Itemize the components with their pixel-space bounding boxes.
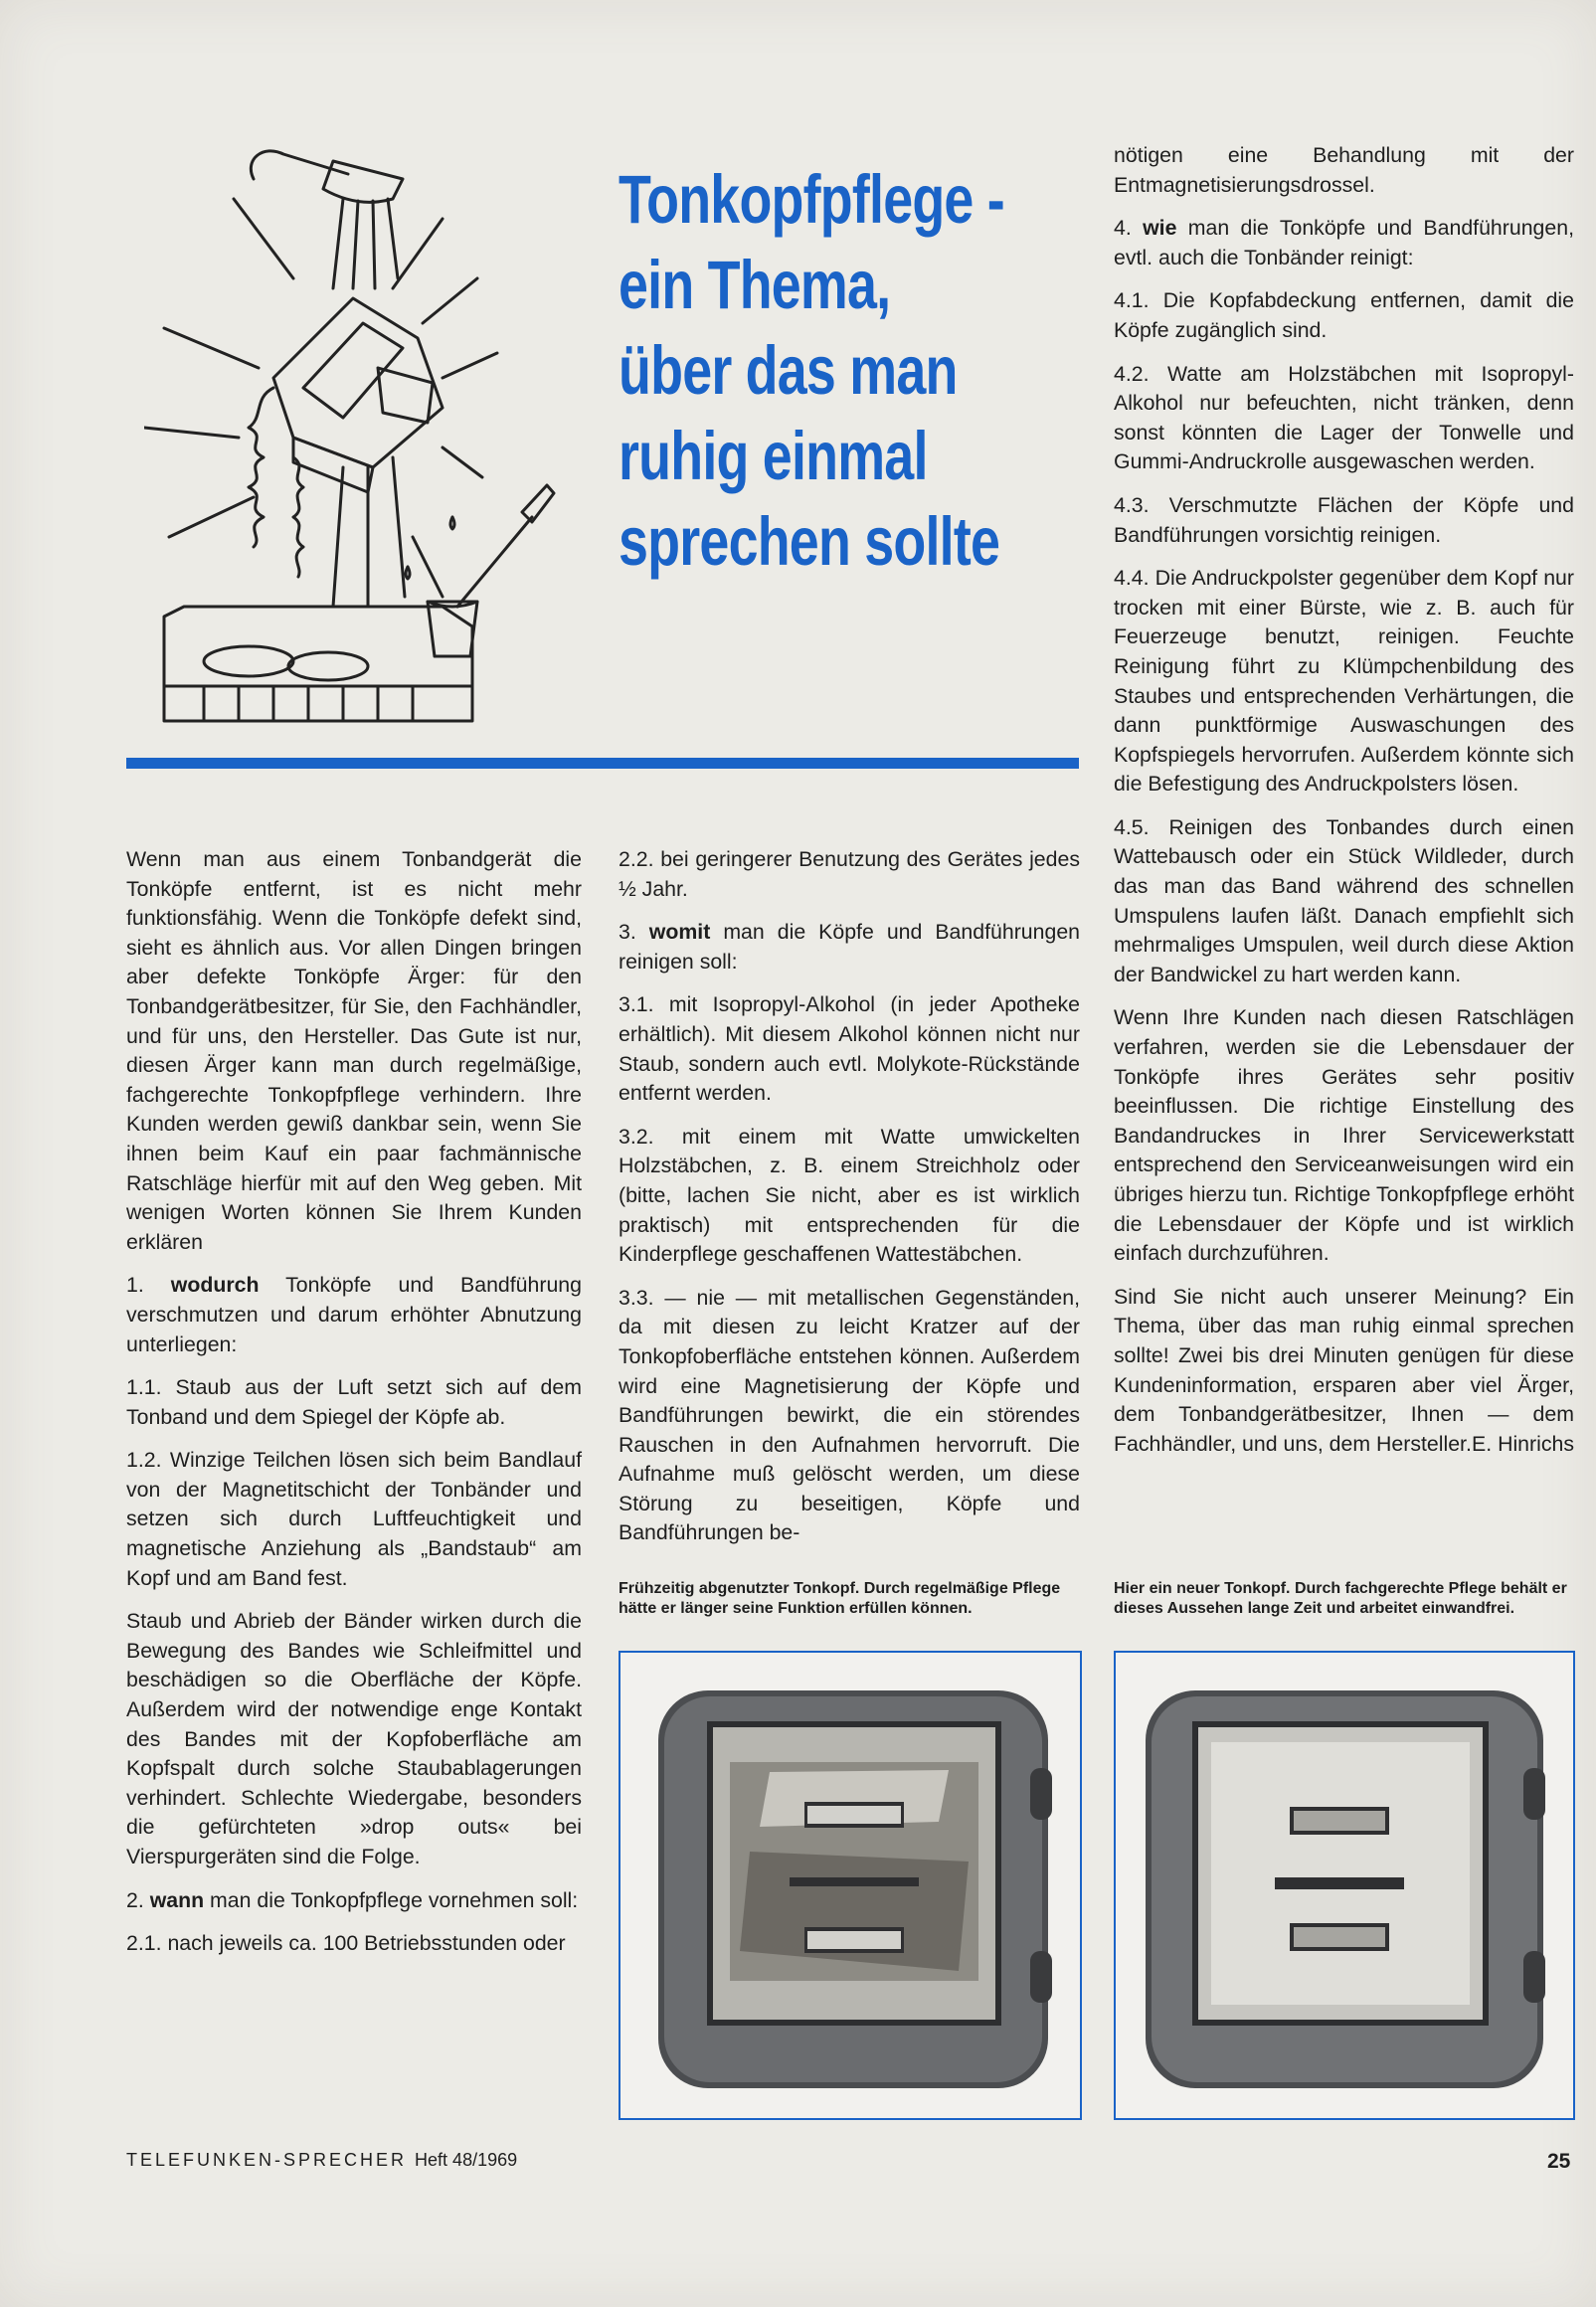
paragraph: 3.3. — nie — mit metallischen Gegenständen, da mit diesen zu leicht Kratzer auf der Tonkopfoberfläche entstehen können. Außerdem wird eine Magnetisierung der Köpfe und Bandführungen bewirkt, die ein störendes Rauschen in den Aufnahmen hervorruft. Die Aufnahme muß gelöscht werden, um diese Störung zu beseitigen, Köpfe und Bandführungen be-: [619, 1285, 1080, 1545]
publication-name: TELEFUNKEN-SPRECHER: [126, 2150, 408, 2170]
numbered-heading: [619, 918, 1080, 976]
paragraph: Wenn man aus einem Tonbandgerät die Tonköpfe entfernt, ist es nicht mehr funktionsfähig. Wenn die Tonköpfe defekt sind, sieht es ähnlich aus. Vor allen Dingen bringen aber defekte Tonköpfe Ärger: für den Tonbandgerätbesitzer, für Sie, den Fachhändler, und für uns, den Hersteller. Das Gute ist nur, diesen Ärger kann man durch regelmäßige, fachgerechte Tonkopfpflege verhindern. Ihre Kunden werden gewiß dankbar sein, wenn Sie ihnen beim Kauf ein paar fachmännische Ratschläge hierfür mit auf den Weg geben. Mit wenigen Worten können Sie Ihrem Kunden erklären: [126, 847, 582, 1254]
photo-caption-new-head: Hier ein neuer Tonkopf. Durch fachgerechte Pflege behält er dieses Aussehen lange Zeit und arbeitet einwandfrei.: [1114, 1580, 1567, 1617]
photo-worn-tape-head: [619, 1651, 1082, 2120]
worn-tape-head-image: [621, 1653, 1080, 2118]
paragraph: 4.1. Die Kopfabdeckung entfernen, damit die Köpfe zugänglich sind.: [1114, 288, 1574, 342]
paragraph: 1.1. Staub aus der Luft setzt sich auf dem Tonband und dem Spiegel der Köpfe ab.: [126, 1375, 582, 1429]
heading-text: Tonköpfe und Bandführung verschmutzen und darum erhöhter Abnutzung unterliegen:: [126, 1273, 582, 1356]
issue-number: Heft 48/1969: [415, 2150, 518, 2170]
paragraph: 4.5. Reinigen des Tonbandes durch einen Wattebausch oder ein Stück Wildleder, durch das man das Band während des schnellen Umspulens laufen läßt. Danach empfiehlt sich mehrmaliges Umspulen, weil durch diese Aktion der Bandwickel zu hart werden kann.: [1114, 814, 1574, 986]
paragraph: Wenn Ihre Kunden nach diesen Ratschlägen verfahren, werden sie die Lebensdauer der Tonköpfe ihres Gerätes sehr positiv beeinflussen. Die richtige Einstellung des Bandandruckes in Ihrer Servicewerkstatt entsprechend den Serviceanweisungen wird ein übriges hierzu tun. Richtige Tonkopfpflege erhöht die Lebensdauer der Köpfe und ist wirklich einfach durchzuführen.: [1114, 1005, 1574, 1266]
text-column-3: [1114, 141, 1574, 1473]
closing-text: Sind Sie nicht auch unserer Meinung? Ein Thema, über das man ruhig einmal sprechen sollte! Zwei bis drei Minuten genügen für diese Kundeninformation, ersparen aber viel Ärger, dem Tonbandgerätbesitzer, Ihnen — dem Fachhändler, und uns, dem Hersteller.: [1114, 1284, 1574, 1456]
paragraph: 4.4. Die Andruckpolster gegenüber dem Kopf nur trocken mit einer Bürste, wie z. B. auch für Feuerzeuge benutzt, reinigen. Feuchte Reinigung führt zu Klümpchenbildung des Staubes und entsprechenden Verhärtungen, die dann punktförmige Auswaschungen des Kopfspiegels hervorrufen. Außerdem könnte sich die Befestigung des Andruckpolsters lösen.: [1114, 566, 1574, 797]
photo-caption-worn-head: Frühzeitig abgenutzter Tonkopf. Durch regelmäßige Pflege hätte er länger seine Funktion erfüllen können.: [619, 1580, 1061, 1617]
headline-line: sprechen sollte: [619, 503, 1000, 580]
paragraph: 4.2. Watte am Holzstäbchen mit Isopropyl-Alkohol nur befeuchten, nicht tränken, denn sonst könnten die Lager der Tonwelle und Gummi-Andruckrolle ausgewaschen werden.: [1114, 361, 1574, 474]
paragraph: Staub und Abrieb der Bänder wirken durch die Bewegung des Bandes wie Schleifmittel und beschädigen so die Oberfläche der Köpfe. Außerdem wird der notwendige enge Kontakt des Bandes mit der Kopfoberfläche am Kopfspalt durch solche Staubablagerungen verhindert. Schlechte Wiedergabe, besonders die gefürchteten »drop outs« bei Vierspurgeräten sind die Folge.: [126, 1609, 582, 1868]
item-number: 2.: [126, 1887, 144, 1912]
item-number: 4.: [1114, 216, 1132, 241]
heading-text: man die Tonkopfpflege vornehmen soll:: [204, 1887, 579, 1912]
numbered-heading: [126, 1271, 582, 1359]
page-number: 25: [1547, 2150, 1571, 2173]
paragraph: 2.1. nach jeweils ca. 100 Betriebsstunden oder: [126, 1931, 566, 1956]
item-number: 3.: [619, 920, 636, 945]
paragraph: nötigen eine Behandlung mit der Entmagnetisierungsdrossel.: [1114, 143, 1574, 197]
lead-word: wie: [1143, 216, 1177, 241]
numbered-heading: [126, 1886, 582, 1916]
new-tape-head-image: [1116, 1653, 1573, 2118]
text-column-2: [619, 845, 1080, 1562]
tape-head-shower-illustration: [144, 139, 572, 756]
section-divider: [126, 758, 1079, 769]
headline-line: ein Thema,: [619, 247, 891, 323]
page-footer: [126, 2150, 517, 2171]
article-headline: [619, 157, 1004, 585]
heading-text: man die Köpfe und Bandführungen reinigen soll:: [619, 920, 1081, 974]
headline-line: über das man: [619, 332, 958, 409]
paragraph: 1.2. Winzige Teilchen lösen sich beim Bandlauf von der Magnetitschicht der Tonbänder und setzen sich durch Luftfeuchtigkeit und magnetische Anziehung als „Bandstaub“ am Kopf und am Band fest.: [126, 1448, 582, 1590]
closing-paragraph: [1114, 1283, 1574, 1460]
lead-word: wann: [149, 1887, 205, 1912]
photo-new-tape-head: [1114, 1651, 1575, 2120]
headline-line: Tonkopfpflege -: [619, 161, 1004, 238]
item-number: 1.: [126, 1273, 144, 1298]
heading-text: man die Tonköpfe und Bandführungen, evtl. auch die Tonbänder reinigt:: [1114, 216, 1575, 269]
numbered-heading: [1114, 214, 1574, 272]
paragraph: 3.2. mit einem mit Watte umwickelten Holzstäbchen, z. B. einem Streichholz oder (bitte, lachen Sie nicht, aber es ist wirklich praktisch) mit entsprechenden für die Kinderpflege geschaffenen Wattestäbchen.: [619, 1124, 1080, 1267]
paragraph: 2.2. bei geringerer Benutzung des Gerätes jedes ½ Jahr.: [619, 847, 1080, 901]
paragraph: 3.1. mit Isopropyl-Alkohol (in jeder Apotheke erhältlich). Mit diesem Alkohol können nicht nur Staub, sondern auch evtl. Molykote-Rückstände entfernt werden.: [619, 992, 1080, 1106]
lead-word: womit: [648, 920, 711, 945]
text-column-1: [126, 845, 582, 1973]
headline-line: ruhig einmal: [619, 418, 928, 494]
lead-word: wodurch: [170, 1273, 260, 1298]
author-signature: E. Hinrichs: [1472, 1431, 1574, 1456]
paragraph: 4.3. Verschmutzte Flächen der Köpfe und Bandführungen vorsichtig reinigen.: [1114, 492, 1574, 547]
